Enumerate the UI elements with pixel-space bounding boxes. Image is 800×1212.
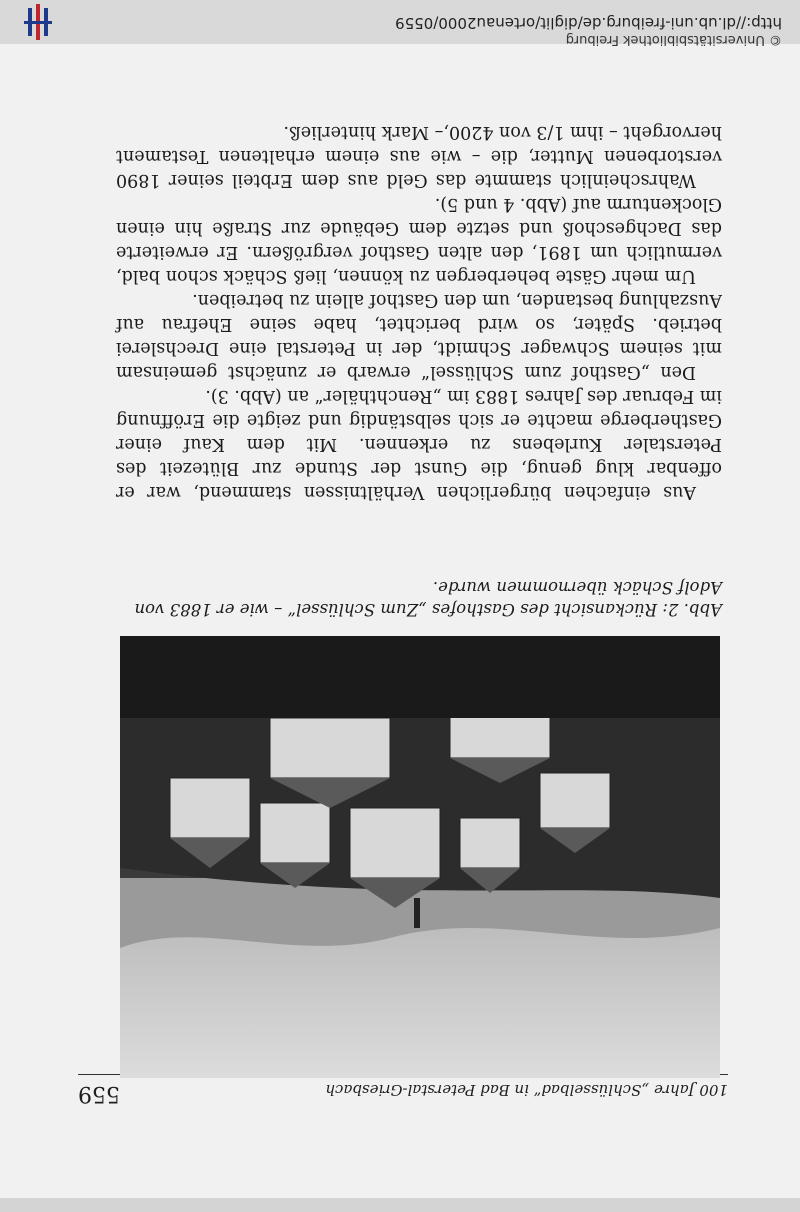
paragraph: Den „Gasthof zum Schlüssel“ erwarb er zunächst gemeinsam mit seinem Schwager Schmidt, der in Peterstal eine Drechslerei betrieb. Später, so wird berichtet, habe seine Ehefrau auf Auszahlung bestanden, um den Gasthof allein zu betreiben. xyxy=(116,290,722,382)
paragraph: Wahrscheinlich stammte das Geld aus dem Erbteil seiner 1890 verstorbenen Mutter, die – wie aus einem erhaltenen Testament hervorgeht – ihm 1/3 von 4200,– Mark hinterließ. xyxy=(116,122,722,190)
paragraph: Um mehr Gäste beherbergen zu können, ließ Schäck schon bald, vermutlich um 1891, den alten Gasthof vergrößern. Er erweiterte das Dachgeschoß und setzte dem Gebäude zur Straße hin einen Glockenturm auf (Abb. 4 und 5). xyxy=(116,194,722,286)
paragraph: Aus einfachen bürgerlichen Verhältnissen stammend, war er offenbar klug genug, die Gunst der Stunde zur Blütezeit des Peterstaler Kurlebens zu erkennen. Mit dem Kauf einer Gastherberge machte er sich selbständig und zeigte die Eröffnung im Februar des Jahres 1883 im „Renchthäler“ an (Abb. 3). xyxy=(116,386,722,502)
body-text xyxy=(116,120,722,504)
library-logo-icon xyxy=(22,4,54,40)
page-number: 559 xyxy=(78,1081,120,1106)
source-url-link[interactable]: http://dl.ub.uni-freiburg.de/diglit/ortenau2000/0559 xyxy=(395,14,782,32)
figure-caption: Abb. 2: Rückansicht des Gasthofes „Zum Schlüssel“ – wie er 1883 von Adolf Schäck übernommen wurde. xyxy=(134,578,722,619)
running-head-title: 100 Jahre „Schlüsselbad“ in Bad Peterstal-Griesbach xyxy=(325,1081,728,1099)
figure-photo xyxy=(120,636,720,1078)
running-head xyxy=(78,1074,728,1106)
village-photo-illustration xyxy=(120,636,720,1078)
library-credit: © Universitätsbibliothek Freiburg xyxy=(565,32,782,47)
digitization-bar xyxy=(0,0,800,47)
top-strip xyxy=(0,1198,800,1212)
